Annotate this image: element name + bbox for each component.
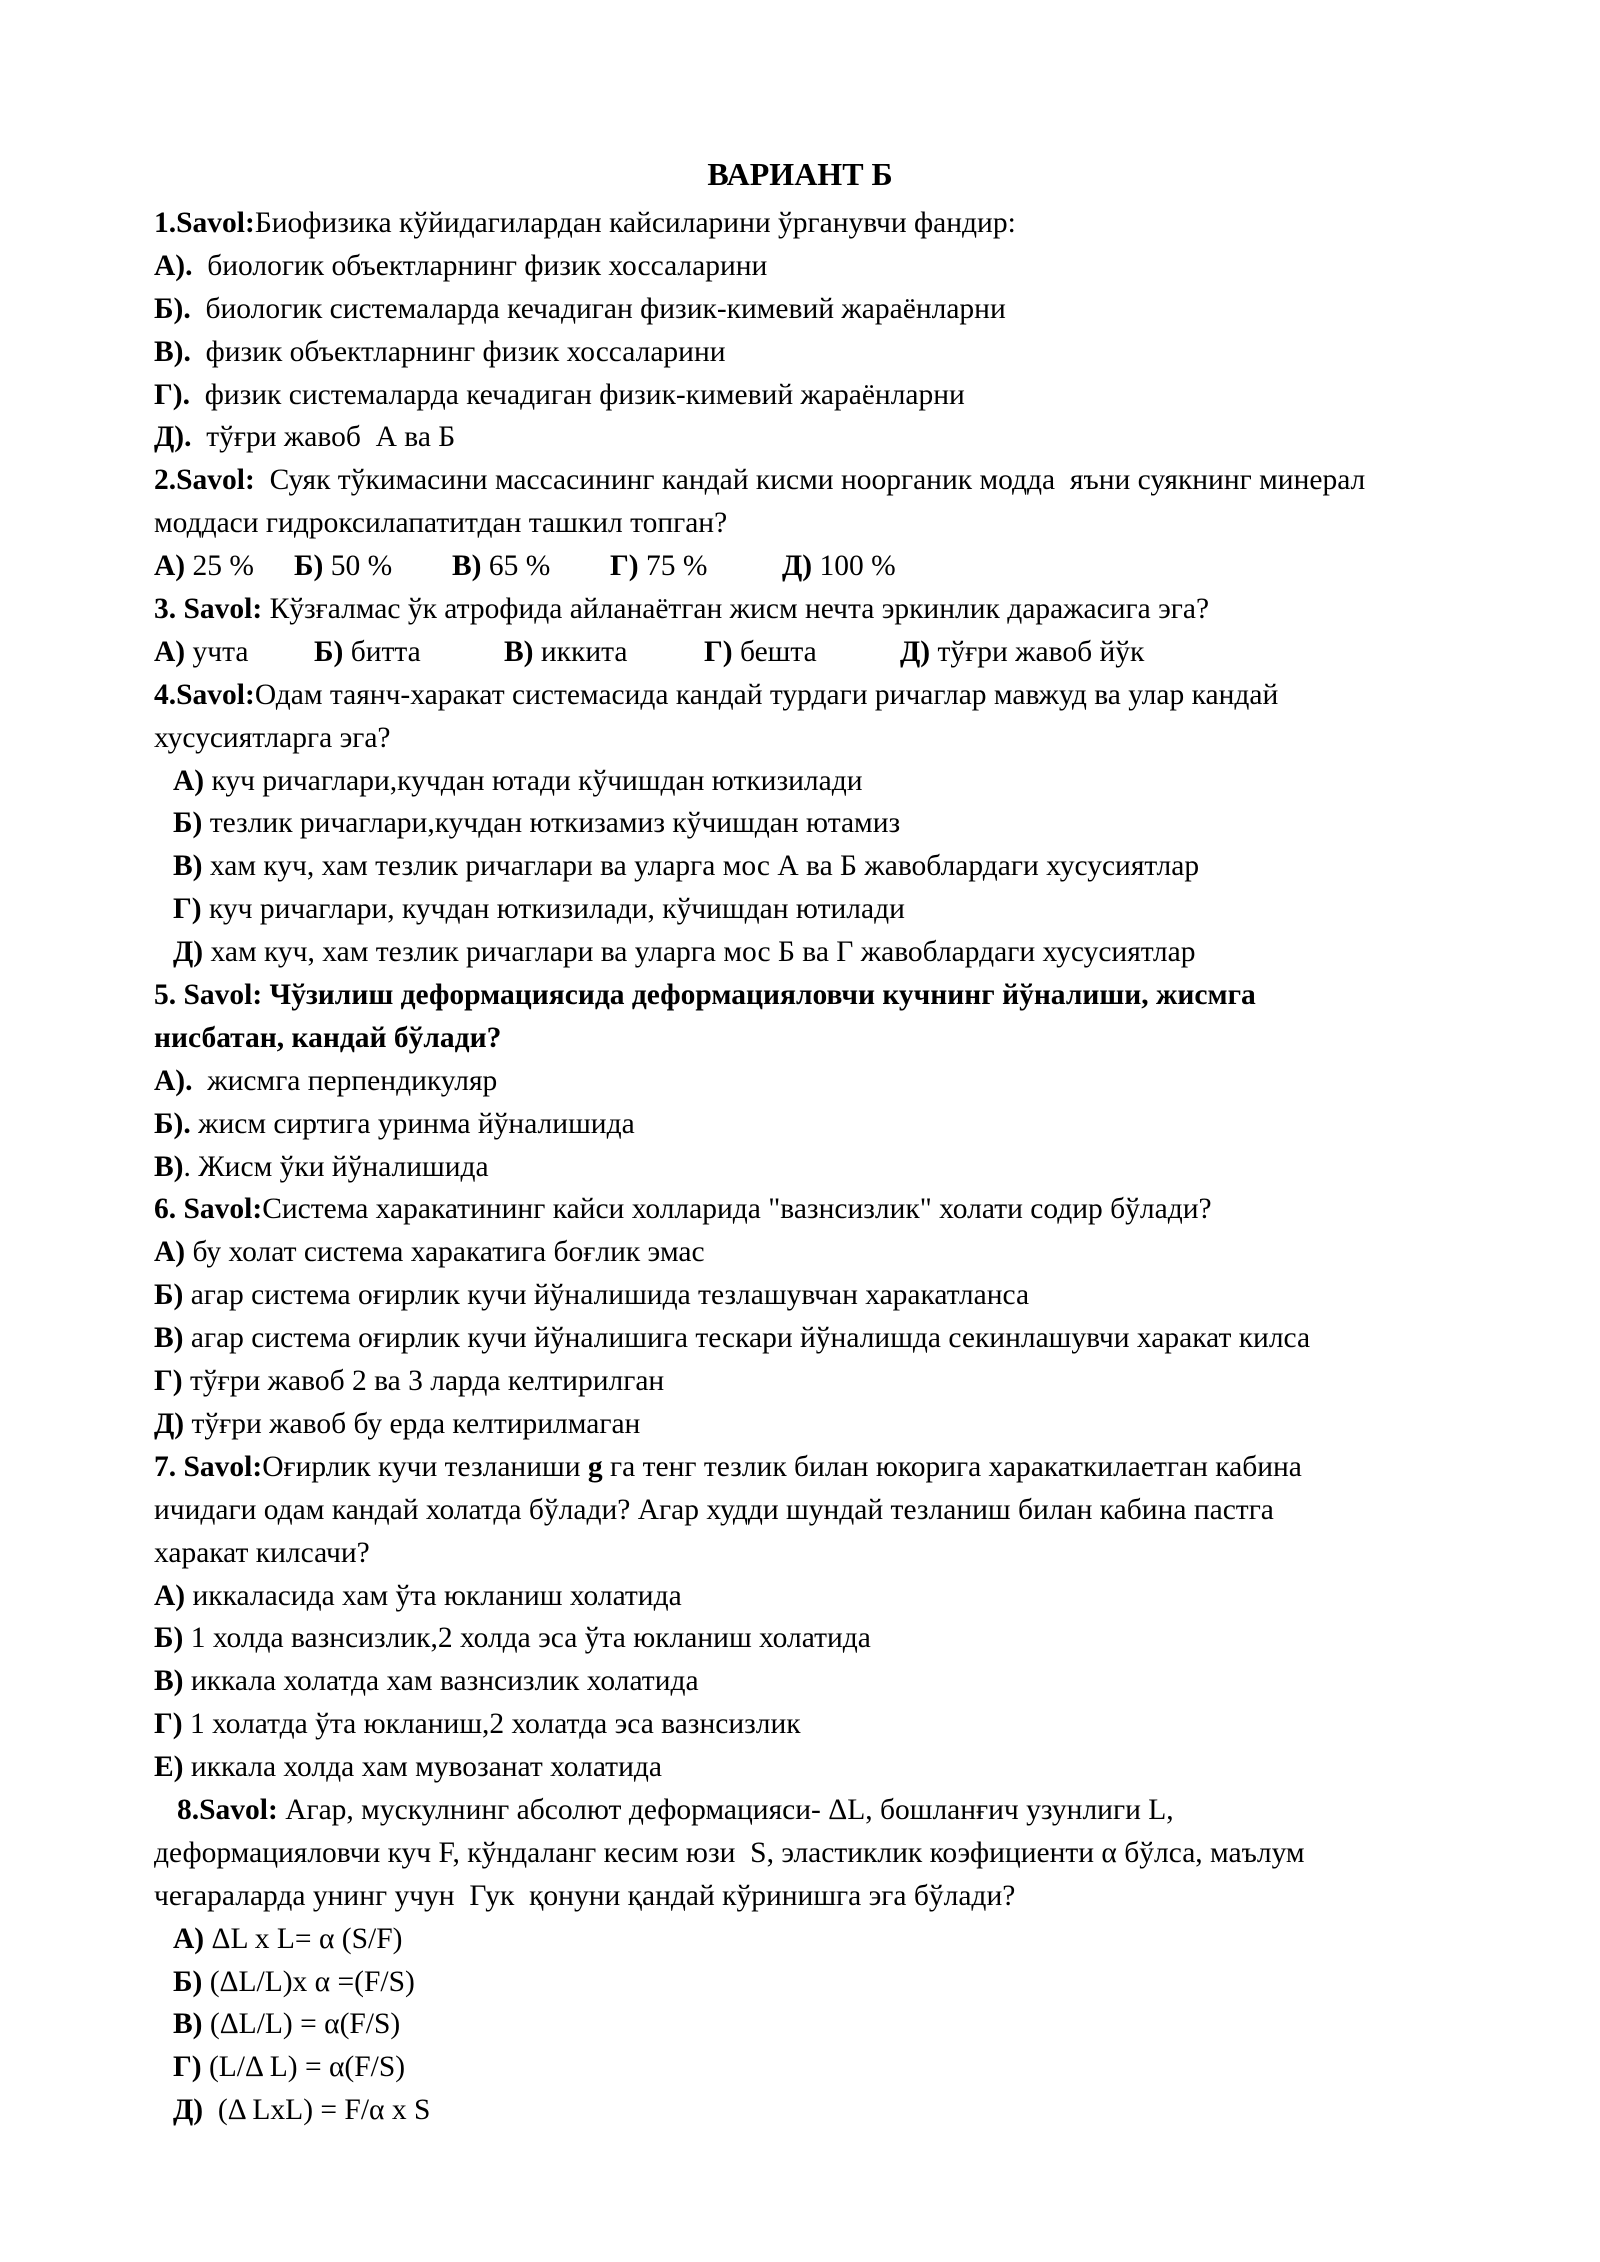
gravity-symbol: g [587,1450,603,1483]
option-text: тўғри жавоб бу ерда келтирилмаган [184,1407,641,1440]
answer-options-row [154,545,1514,588]
option-text: хам куч, хам тезлик ричаглари ва уларга мос А ва Б жавоблардаги хусусиятлар [202,850,1200,883]
option-text: 1 холда вазнсизлик,2 холда эса ўта юкланиш холатида [183,1622,871,1655]
question-text: Агар, мускулнинг абсолют деформацияси- ΔL, бошланғич узунлиги L, [277,1793,1174,1826]
answer-option [154,288,1514,331]
answer-option [154,631,314,674]
answer-option [154,2089,1514,2132]
option-label: А) [154,1236,186,1269]
option-text: тезлик ричаглари,кучдан юткизамиз кўчишдан ютамиз [202,807,901,840]
option-text: тўғри жавоб 2 ва 3 ларда келтирилган [182,1365,665,1398]
option-label: В) [154,1665,184,1698]
option-text: 1 холатда ўта юкланиш,2 холатда эса вазнсизлик [182,1708,801,1741]
answer-option [154,888,1514,931]
answer-option [704,631,900,674]
option-label: В) [154,1322,184,1355]
question-number: 4.Savol: [154,678,255,711]
answer-option [154,416,1514,459]
answer-option [452,545,610,588]
option-label: В). [154,335,191,368]
option-text: иккала холатда хам вазнсизлик холатида [183,1665,699,1698]
answer-option [154,2046,1514,2089]
answer-option [314,631,504,674]
option-label: Д) [154,1407,185,1440]
option-text: битта [343,635,421,668]
option-text: тўғри жавоб А ва Б [191,421,456,454]
answer-option [154,1360,1514,1403]
answer-option [154,1060,1514,1103]
option-label: В) [154,1150,184,1183]
option-label: Б). [154,1107,191,1140]
option-text: куч ричаглари,кучдан ютади кўчишдан юткизилади [204,764,863,797]
answer-option [154,760,1514,803]
question-number: 6. Savol: [154,1193,263,1226]
option-label: Д) [173,936,204,969]
answer-option [154,1703,1514,1746]
question-number: 2.Savol: [154,464,255,497]
option-label: Б) [173,807,203,840]
option-label: Д) [173,2094,204,2127]
answer-option [154,1746,1514,1789]
option-text: 65 % [481,550,551,583]
option-label: Д) [900,635,931,668]
answer-options-row [154,631,1514,674]
option-text: 75 % [638,550,708,583]
question-text: Оғирлик кучи тезланиши [262,1450,588,1483]
question-text: Одам таянч-харакат системасида кандай турдаги ричаглар мавжуд ва улар кандай [254,678,1279,711]
question-text: Система харакатининг кайси холларида "вазнсизлик" холати содир бўлади? [262,1193,1212,1226]
option-label: Д). [154,421,192,454]
question-text-continued: чегараларда унинг учун Гук қонуни қандай кўринишга эга бўлади? [154,1879,1016,1912]
option-text: физик системаларда кечадиган физик-кимевий жараёнларни [189,378,965,411]
answer-option [782,545,896,588]
option-label: В) [452,550,482,583]
question-text-continued: ичидаги одам кандай холатда бўлади? Агар худди шундай тезланиш билан кабина пастга [154,1493,1274,1526]
option-text: (ΔL/L) = α(F/S) [202,2008,401,2041]
answer-option [154,331,1514,374]
question-text: Суяк тўкимасини массасининг кандай кисми ноорганик модда яъни суякнинг минерал [254,464,1366,497]
answer-option [294,545,452,588]
answer-option [154,2003,1514,2046]
option-text: 25 % [185,550,254,583]
page-title: ВАРИАНТ Б [707,156,893,192]
question-5: 5. Savol: Чўзилиш деформациясида деформацияловчи кучнинг йўналиши, жисмга [154,979,1256,1012]
answer-option [154,1274,1514,1317]
option-text: иккаласида хам ўта юкланиш холатида [185,1579,682,1612]
option-label: Б) [154,1622,184,1655]
option-label: Б) [314,635,344,668]
option-label: Г) [610,550,639,583]
question-number: 1.Savol: [154,207,255,239]
question-2 [154,459,1514,502]
option-text: жисм сиртига уринма йўналишида [190,1107,635,1140]
answer-option [154,1617,1514,1660]
option-label: А). [154,249,193,282]
question-text-continued: нисбатан, кандай бўлади? [154,1021,502,1054]
answer-option [154,1103,1514,1146]
question-4 [154,674,1514,717]
answer-option [154,845,1514,888]
option-text: (L/Δ L) = α(F/S) [201,2051,406,2084]
question-number: 7. Savol: [154,1450,263,1483]
option-label: А) [173,1922,205,1955]
question-list [154,202,1514,2132]
question-number: 3. Savol: [154,593,263,626]
option-text: бешта [732,635,817,668]
question-text-continued: харакат килсачи? [154,1536,370,1569]
option-label: А) [173,764,205,797]
question-text: Кўзғалмас ўк атрофида айланаётган жисм нечта эркинлик даражасига эга? [262,593,1210,626]
option-text: биологик системаларда кечадиган физик-кимевий жараёнларни [190,292,1006,325]
option-label: Б) [154,1279,184,1312]
option-label: В) [173,850,203,883]
option-text: жисмга перпендикуляр [192,1064,498,1097]
option-label: Б). [154,292,191,325]
option-text: биологик объектларнинг физик хоссаларини [192,249,768,282]
question-text: Биофизика кўйидагилардан кайсиларини ўрганувчи фандир: [254,207,1016,239]
answer-option [154,1403,1514,1446]
question-text-continued: деформацияловчи куч F, кўндаланг кесим юзи S, эластиклик коэфициенти α бўлса, маълум [154,1836,1305,1869]
answer-option [900,631,1144,674]
option-text: (Δ LxL) = F/α x S [203,2094,431,2127]
answer-option [504,631,704,674]
answer-option [154,1961,1514,2004]
answer-option [154,245,1514,288]
option-label: А) [154,550,186,583]
option-label: Е) [154,1751,184,1784]
answer-option [154,1660,1514,1703]
option-label: Б) [173,1965,203,1998]
answer-option [610,545,782,588]
option-text: куч ричаглари, кучдан юткизилади, кўчишдан ютилади [201,893,905,926]
option-text: . Жисм ўки йўналишида [183,1150,489,1183]
option-text: ΔL x L= α (S/F) [204,1922,403,1955]
option-label: Д) [782,550,813,583]
question-text-continued: хусусиятларга эга? [154,721,391,754]
option-text: 50 % [323,550,393,583]
question-3 [154,588,1514,631]
option-label: А) [154,635,186,668]
option-label: Г) [154,1365,183,1398]
option-label: Б) [294,550,324,583]
question-text: га тенг тезлик билан юкорига харакаткилаетган кабина [602,1450,1302,1483]
question-8 [154,1789,1514,1832]
option-label: Г) [173,893,202,926]
question-number: 8.Savol: [177,1793,278,1826]
answer-option [154,1575,1514,1618]
question-1 [154,202,1514,245]
option-text: иккала холда хам мувозанат холатида [183,1751,662,1784]
option-text: агар система оғирлик кучи йўналишига тескари йўналишда секинлашувчи харакат килса [183,1322,1311,1355]
option-text: физик объектларнинг физик хоссаларини [190,335,726,368]
question-7 [154,1446,1514,1489]
answer-option [154,931,1514,974]
option-text: 100 % [812,550,896,583]
option-label: Г) [173,2051,202,2084]
option-text: хам куч, хам тезлик ричаглари ва уларга мос Б ва Г жавоблардаги хусусиятлар [203,936,1196,969]
answer-option [154,1146,1514,1189]
option-text: агар система оғирлик кучи йўналишида тезлашувчан харакатланса [183,1279,1030,1312]
question-text-continued: моддаси гидроксилапатитдан ташкил топган? [154,507,728,540]
option-label: Г). [154,378,190,411]
option-label: А) [154,1579,186,1612]
option-label: В) [173,2008,203,2041]
answer-option [154,545,294,588]
answer-option [154,1317,1514,1360]
answer-option [154,802,1514,845]
answer-option [154,1918,1514,1961]
option-label: Г) [154,1708,183,1741]
question-6 [154,1188,1514,1231]
option-text: тўғри жавоб йўк [930,635,1145,668]
option-text: (ΔL/L)x α =(F/S) [202,1965,415,1998]
option-label: А). [154,1064,193,1097]
option-label: В) [504,635,534,668]
option-label: Г) [704,635,733,668]
answer-option [154,374,1514,417]
option-text: учта [185,635,249,668]
option-text: иккита [533,635,628,668]
answer-option [154,1231,1514,1274]
option-text: бу холат система харакатига боғлик эмас [185,1236,705,1269]
